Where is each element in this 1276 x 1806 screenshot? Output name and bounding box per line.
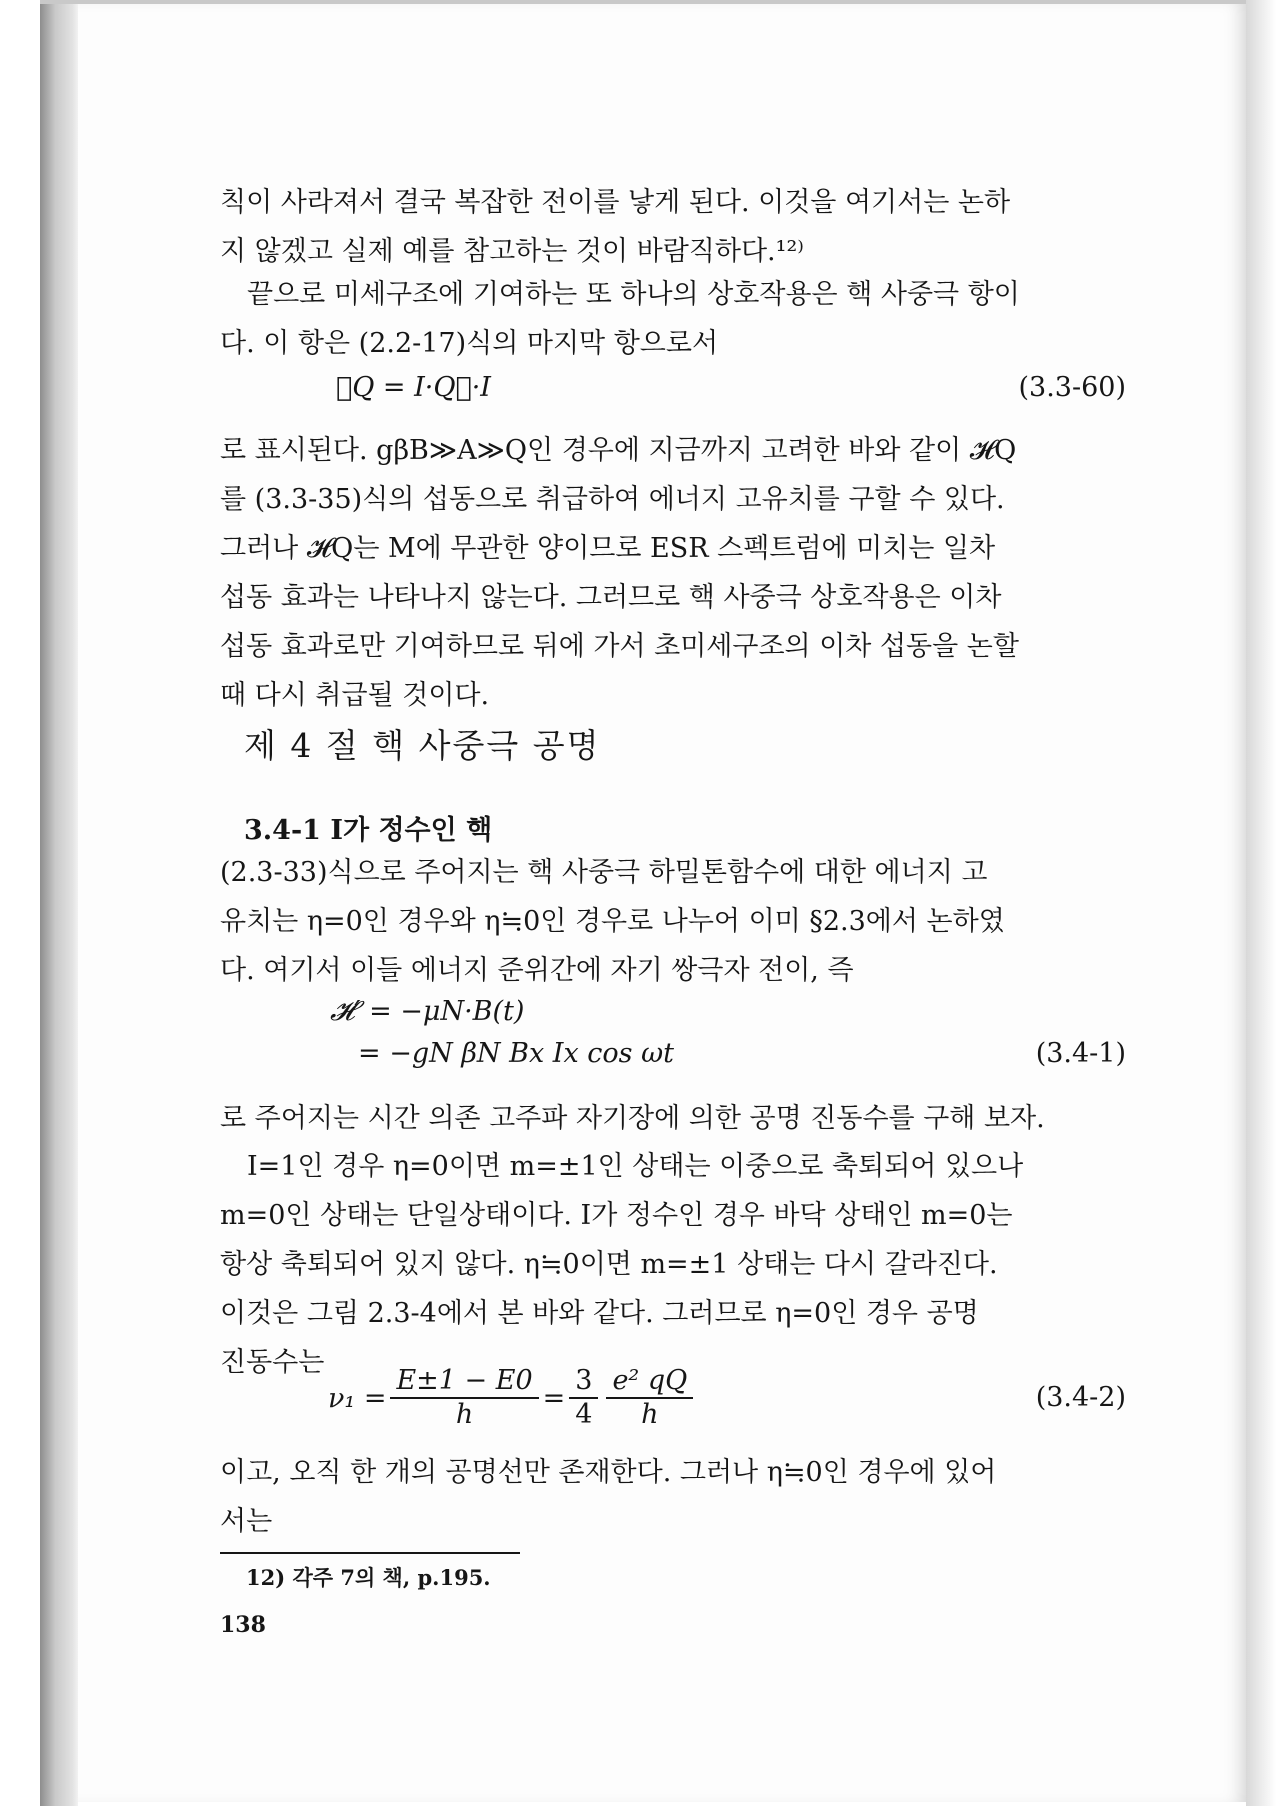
equation-expression: [328, 1362, 697, 1434]
text-line: 진동수는: [220, 1347, 325, 1378]
text-line: 로 표시된다. gβB≫A≫Q인 경우에 지금까지 고려한 바와 같이 𝓗Q: [220, 435, 1017, 466]
equation-number: (3.3-60): [1018, 372, 1126, 403]
text-line: 서는: [220, 1506, 273, 1537]
text-line: 이것은 그림 2.3-4에서 본 바와 같다. 그러므로 η=0인 경우 공명: [220, 1298, 979, 1329]
equation-3-3-60: [220, 372, 1126, 412]
fraction-numerator: 3: [569, 1365, 598, 1399]
paragraph-7: [220, 1448, 1126, 1546]
text-line: 칙이 사라져서 결국 복잡한 전이를 낳게 된다. 이것을 여기서는 논하: [220, 187, 1011, 218]
text-line: 다. 여기서 이들 에너지 준위간에 자기 쌍극자 전이, 즉: [220, 955, 854, 986]
paragraph-5: [220, 1094, 1126, 1143]
fraction-coupling: [606, 1365, 693, 1431]
paragraph-3: [220, 426, 1126, 720]
footnote: 12) 각주 7의 책, p.195.: [246, 1565, 491, 1590]
text-line: 항상 축퇴되어 있지 않다. η≒0이면 m=±1 상태는 다시 갈라진다.: [220, 1249, 998, 1280]
equation-3-4-2: [220, 1362, 1126, 1442]
equation-3-4-1: [220, 996, 1126, 1086]
equation-lhs: ν₁ =: [328, 1382, 387, 1414]
equation-expression: 𝓗Q = I·Q⃡·I: [336, 372, 491, 403]
subsection-title: 3.4-1 I가 정수인 핵: [244, 815, 493, 846]
page-edge-shadow: [1246, 0, 1276, 1806]
footnote-rule: [220, 1552, 520, 1554]
text-line: 끝으로 미세구조에 기여하는 또 하나의 상호작용은 핵 사중극 항이: [247, 279, 1020, 310]
text-line: 이고, 오직 한 개의 공명선만 존재한다. 그러나 η≒0인 경우에 있어: [220, 1457, 997, 1488]
fraction-numerator: e² qQ: [606, 1365, 693, 1399]
fraction-denominator: 4: [575, 1399, 593, 1430]
paragraph-1: [220, 178, 1126, 276]
text-line: I=1인 경우 η=0이면 m=±1인 상태는 이중으로 축퇴되어 있으나: [247, 1151, 1024, 1182]
paragraph-2: [220, 270, 1126, 368]
text-line: 섭동 효과로만 기여하므로 뒤에 가서 초미세구조의 이차 섭동을 논할: [220, 631, 1019, 662]
fraction-three-quarters: [569, 1365, 598, 1431]
text-line: m=0인 상태는 단일상태이다. I가 정수인 경우 바닥 상태인 m=0는: [220, 1200, 1013, 1231]
page-number: 138: [220, 1612, 266, 1638]
paragraph-4: [220, 848, 1126, 995]
text-line: 섭동 효과는 나타나지 않는다. 그러므로 핵 사중극 상호작용은 이차: [220, 582, 1002, 613]
paragraph-6: [220, 1142, 1126, 1387]
text-line: (2.3-33)식으로 주어지는 핵 사중극 하밀톤함수에 대한 에너지 고: [220, 857, 988, 888]
equation-line-1: 𝓗′ = −μN·B(t): [330, 996, 525, 1027]
text-line: 다. 이 항은 (2.2-17)식의 마지막 항으로서: [220, 328, 719, 359]
text-line: 지 않겠고 실제 예를 참고하는 것이 바람직하다.¹²⁾: [220, 236, 804, 267]
equation-number: (3.4-2): [1035, 1382, 1126, 1413]
equation-line-2: = −gN βN Bx Ix cos ωt: [358, 1038, 674, 1069]
text-line: 때 다시 취급될 것이다.: [220, 680, 490, 711]
fraction-numerator: E±1 − E0: [390, 1365, 538, 1399]
text-line: 유치는 η=0인 경우와 η≒0인 경우로 나누어 이미 §2.3에서 논하였: [220, 906, 1005, 937]
section-title: 제 4 절 핵 사중극 공명: [244, 726, 601, 765]
text-line: 로 주어지는 시간 의존 고주파 자기장에 의한 공명 진동수를 구해 보자.: [220, 1103, 1045, 1134]
fraction-energy: [390, 1365, 538, 1431]
text-line: 그러나 𝓗Q는 M에 무관한 양이므로 ESR 스펙트럼에 미치는 일차: [220, 533, 996, 564]
equation-number: (3.4-1): [1035, 1038, 1126, 1069]
text-line: 를 (3.3-35)식의 섭동으로 취급하여 에너지 고유치를 구할 수 있다.: [220, 484, 1005, 515]
fraction-denominator: h: [455, 1399, 474, 1430]
fraction-denominator: h: [641, 1399, 659, 1430]
equals-sign: =: [542, 1382, 566, 1414]
book-spine: [40, 0, 78, 1806]
